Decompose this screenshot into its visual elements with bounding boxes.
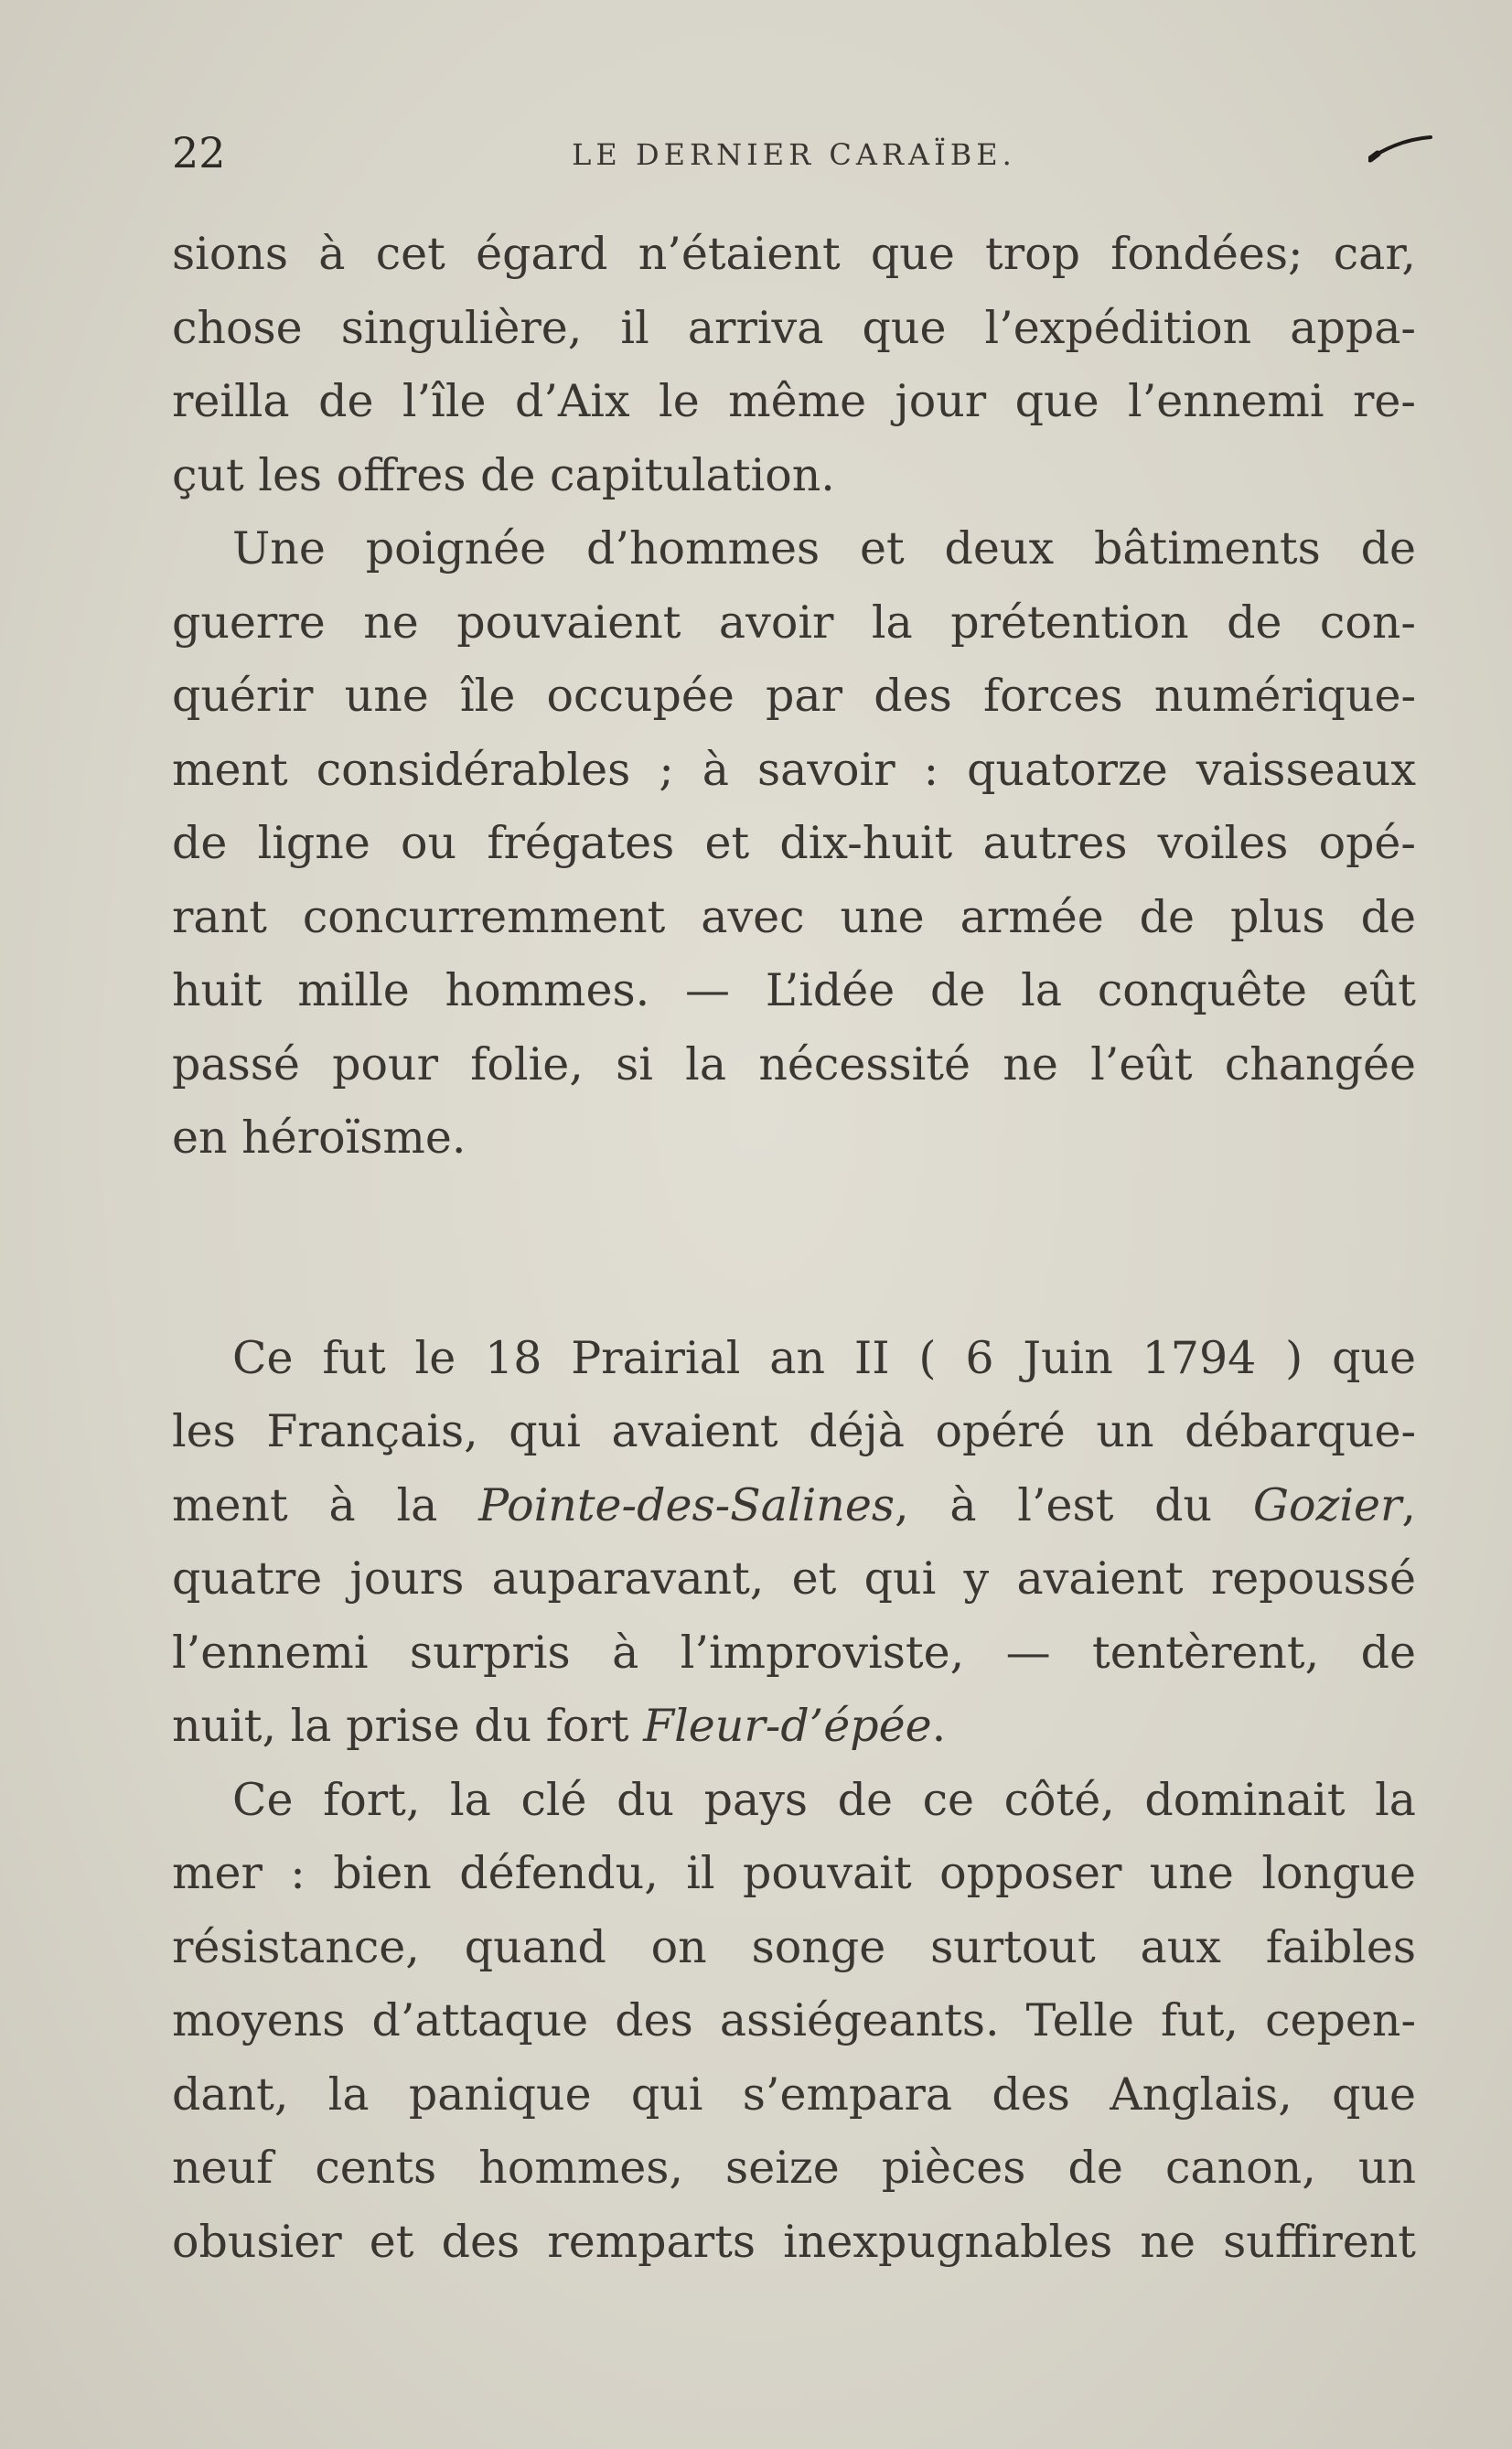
- text-line: sions à cet égard n’étaient que trop fondées; car,: [172, 228, 1416, 280]
- text-line: passé pour folie, si la nécessité ne l’eût changée: [172, 1037, 1416, 1090]
- text-line: Une poignée d’hommes et deux bâtiments de: [232, 522, 1416, 575]
- text-line: obusier et des remparts inexpugnables ne suffirent: [172, 2215, 1416, 2268]
- text-line: ment considérables ; à savoir : quatorze vaisseaux: [172, 743, 1416, 796]
- section-gap: [172, 1176, 1416, 1322]
- text-line: mer : bien défendu, il pouvait opposer une longue: [172, 1847, 1416, 1899]
- text-line: reilla de l’île d’Aix le même jour que l’ennemi re-: [172, 375, 1416, 427]
- text-run: ment à la: [172, 1478, 479, 1531]
- text-line: çut les offres de capitulation.: [172, 448, 835, 501]
- text-run: .: [931, 1700, 947, 1752]
- text-line: dant, la panique qui s’empara des Anglais, que: [172, 2068, 1416, 2121]
- text-line: en héroïsme.: [172, 1112, 466, 1164]
- place-name-pointe-des-salines: Pointe-des-Salines: [478, 1478, 895, 1531]
- text-run: , à l’est du: [894, 1478, 1253, 1531]
- paragraph-4: [172, 1764, 1416, 2280]
- text-line: moyens d’attaque des assiégeants. Telle fut, cepen-: [172, 1994, 1416, 2046]
- text-line: guerre ne pouvaient avoir la prétention de con-: [172, 596, 1416, 649]
- text-line: [172, 1469, 1416, 1543]
- place-name-fleur-d-epee: Fleur-d’épée: [643, 1700, 932, 1752]
- paragraph-2: [172, 512, 1416, 1176]
- place-name-gozier: Gozier: [1252, 1478, 1402, 1531]
- text-line: rant concurremment avec une armée de plus de: [172, 890, 1416, 943]
- text-run: nuit, la prise du fort: [172, 1700, 644, 1752]
- text-run: ,: [1401, 1478, 1416, 1531]
- text-line: quérir une île occupée par des forces numérique-: [172, 670, 1416, 722]
- text-line: [172, 1690, 1416, 1764]
- text-line: les Français, qui avaient déjà opéré un débarque-: [172, 1405, 1416, 1457]
- text-line: Ce fort, la clé du pays de ce côté, dominait la: [232, 1773, 1416, 1826]
- text-line: de ligne ou frégates et dix-huit autres voiles opé-: [172, 817, 1416, 869]
- text-line: quatre jours auparavant, et qui y avaient repoussé: [172, 1552, 1416, 1605]
- text-line: l’ennemi surpris à l’improviste, — tentèrent, de: [172, 1626, 1416, 1679]
- text-line: neuf cents hommes, seize pièces de canon, un: [172, 2142, 1416, 2194]
- text-line: Ce fut le 18 Prairial an II ( 6 Juin 1794 ) que: [232, 1331, 1416, 1384]
- page-number: 22: [172, 128, 226, 177]
- ink-mark-icon: [1368, 135, 1432, 163]
- text-line: résistance, quand on songe surtout aux faibles: [172, 1920, 1416, 1973]
- text-line: chose singulière, il arriva que l’expédition appa-: [172, 301, 1416, 354]
- paragraph-1: [172, 218, 1416, 512]
- body-text: [172, 218, 1416, 2279]
- page-header: [172, 128, 1416, 183]
- paragraph-3: [172, 1322, 1416, 1764]
- text-line: huit mille hommes. — L’idée de la conquête eût: [172, 964, 1416, 1016]
- running-title: LE DERNIER CARAÏBE.: [572, 137, 1016, 172]
